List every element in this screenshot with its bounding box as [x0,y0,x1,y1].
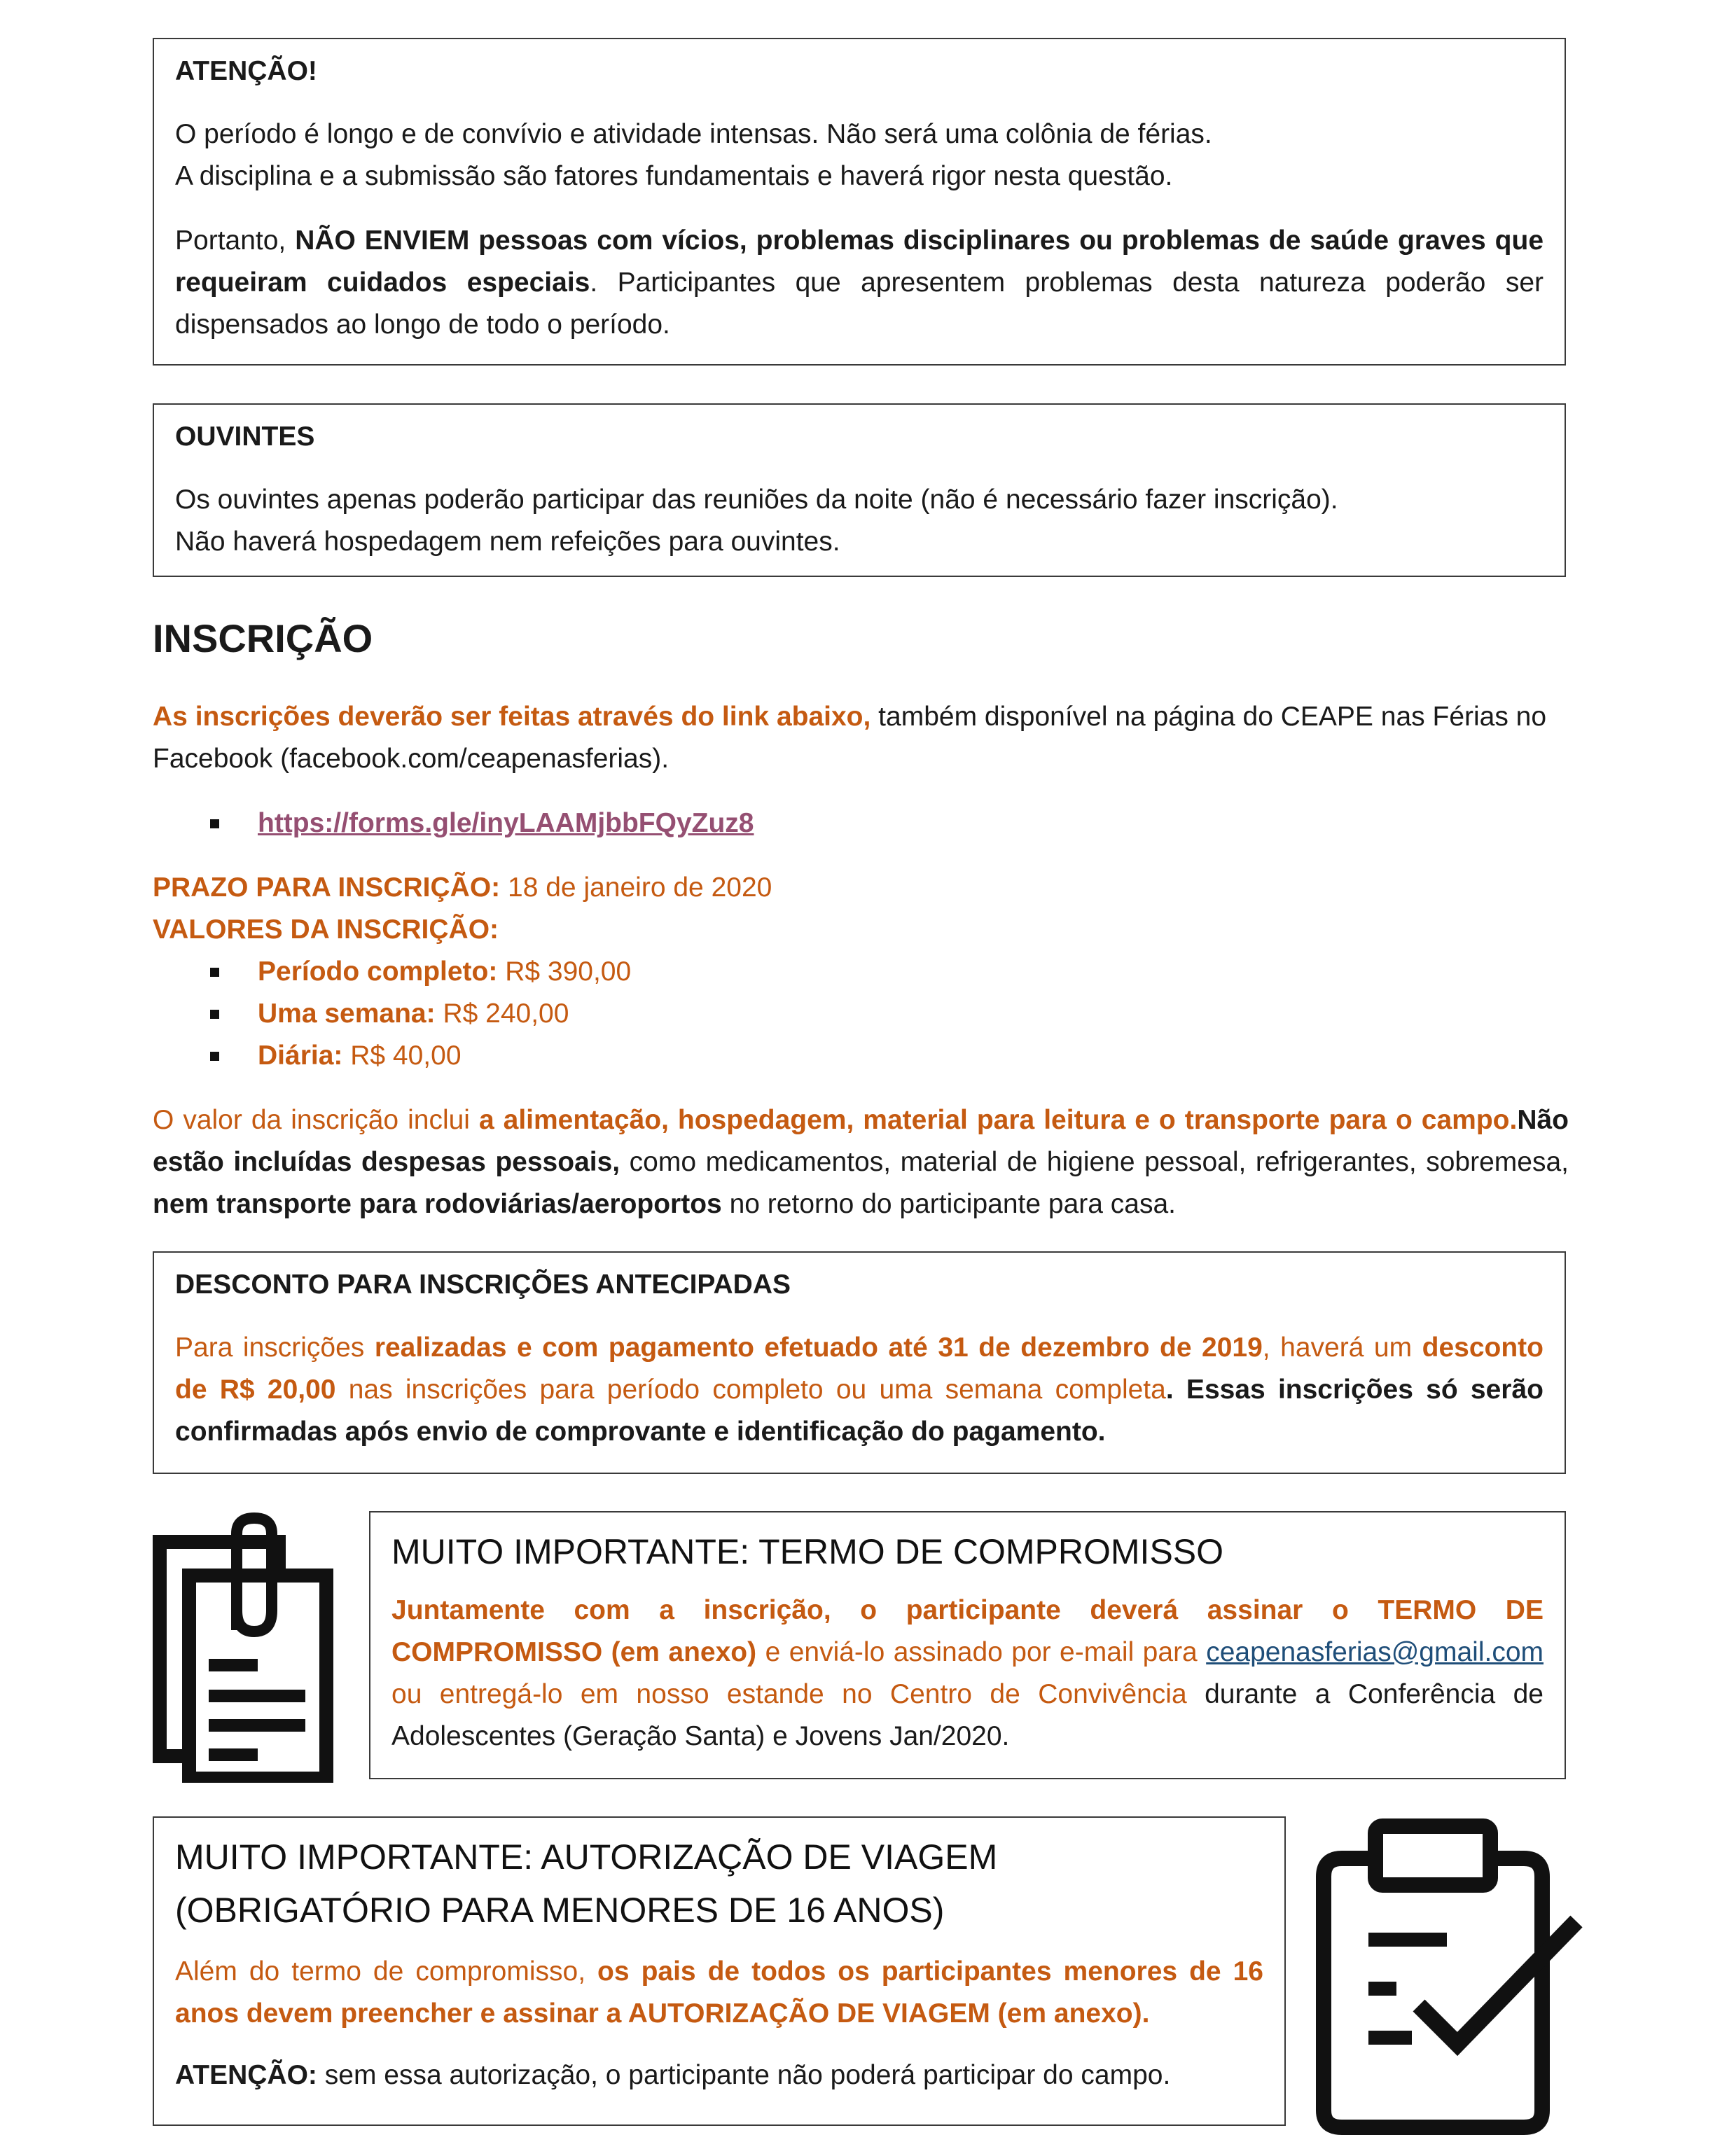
registration-prices-label: VALORES DA INSCRIÇÃO: [153,914,499,945]
registration-includes: O valor da inscrição inclui a alimentação, hospedagem, material para leitura e o transporte para o campo.Não estão incluídas despesas pessoais, como medicamentos, material de higiene pessoal, refrigerantes, sobremesa, nem transporte para rodoviárias/aeroportos no retorno do participante para casa. [153,1105,1569,1219]
commitment-title: MUITO IMPORTANTE: TERMO DE COMPROMISSO [391,1532,1224,1571]
clipboard-check-icon [1314,1816,1587,2135]
price-item-full: Período completo: R$ 390,00 [153,951,1569,993]
attention-box [153,38,1566,366]
list-item [153,802,1569,844]
travel-text: Além do termo de compromisso, os pais de todos os participantes menores de 16 anos devem preencher e assinar a AUTORIZAÇÃO DE VIAGEM (em anexo). [175,1956,1264,2029]
listeners-line-2: Não haverá hospedagem nem refeições para ouvintes. [175,527,840,557]
registration-price-list [153,951,1569,1077]
price-item-day: Diária: R$ 40,00 [153,1035,1569,1077]
registration-heading: INSCRIÇÃO [153,616,373,660]
travel-title-2: (OBRIGATÓRIO PARA MENORES DE 16 ANOS) [175,1891,945,1930]
price-item-week: Uma semana: R$ 240,00 [153,993,1569,1035]
registration-form-link[interactable]: https://forms.gle/inyLAAMjbbFQyZuz8 [258,808,754,838]
commitment-text: Juntamente com a inscrição, o participante deverá assinar o TERMO DE COMPROMISSO (em anexo) e enviá-lo assinado por e-mail para ceapenasferias@gmail.com ou entregá-lo em nosso estande no Centro de Convivência durante a Conferência de Adolescentes (Geração Santa) e Jovens Jan/2020. [391,1595,1544,1751]
email-link[interactable]: ceapenasferias@gmail.com [1206,1637,1544,1667]
travel-title-1: MUITO IMPORTANTE: AUTORIZAÇÃO DE VIAGEM [175,1837,998,1877]
attention-title: ATENÇÃO! [175,56,317,86]
attention-line-2: A disciplina e a submissão são fatores fundamentais e haverá rigor nesta questão. [175,161,1173,191]
discount-text: Para inscrições realizadas e com pagamento efetuado até 31 de dezembro de 2019, haverá um desconto de R$ 20,00 nas inscrições para período completo ou uma semana completa. Essas inscrições só serão confirmadas após envio de comprovante e identificação do pagamento. [175,1333,1544,1447]
discount-box [153,1251,1566,1474]
listeners-box [153,403,1566,577]
registration-deadline: PRAZO PARA INSCRIÇÃO: 18 de janeiro de 2020 [153,872,772,903]
registration-section [153,696,1569,1225]
travel-note: ATENÇÃO: sem essa autorização, o participante não poderá participar do campo. [175,2060,1171,2090]
discount-title: DESCONTO PARA INSCRIÇÕES ANTECIPADAS [175,1270,791,1300]
commitment-box [369,1511,1566,1779]
attention-line-1: O período é longo e de convívio e atividade intensas. Não será uma colônia de férias. [175,119,1212,149]
registration-intro: As inscrições deverão ser feitas através do link abaixo, também disponível na página do CEAPE nas Férias no Facebook (facebook.com/ceapenasferias). [153,702,1547,774]
listeners-line-1: Os ouvintes apenas poderão participar das reuniões da noite (não é necessário fazer inscrição). [175,485,1338,515]
attention-warning: NÃO ENVIEM pessoas com vícios, problemas disciplinares ou problemas de saúde graves que requeiram cuidados especiais [175,225,1544,298]
registration-link-list [153,802,1569,844]
attention-paragraph: Portanto, NÃO ENVIEM pessoas com vícios, problemas disciplinares ou problemas de saúde graves que requeiram cuidados especiais. Participantes que apresentem problemas desta natureza poderão ser dispensados ao longo de todo o período. [175,225,1544,340]
listeners-title: OUVINTES [175,422,315,452]
travel-authorization-box [153,1816,1286,2126]
clipped-document-icon [153,1512,335,1783]
